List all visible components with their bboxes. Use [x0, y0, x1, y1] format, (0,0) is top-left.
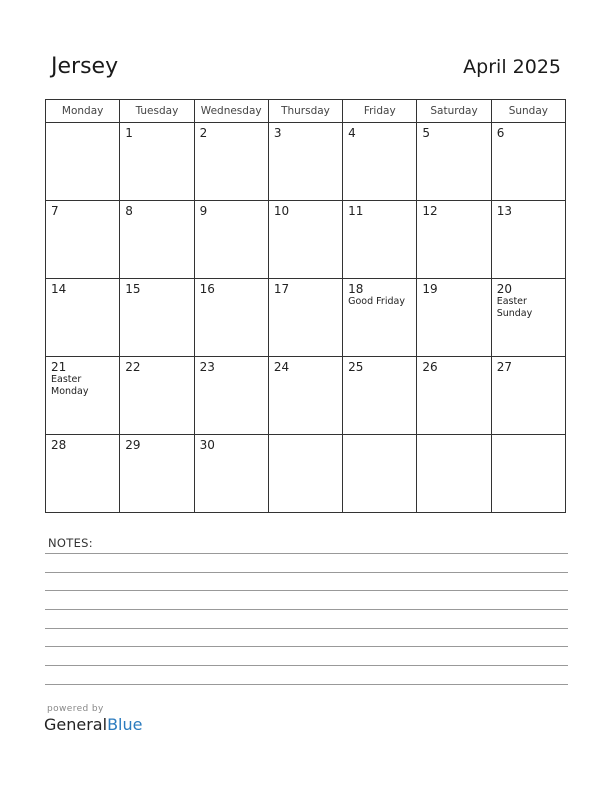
day-number: 3	[273, 126, 282, 140]
day-number: 5	[422, 126, 431, 140]
powered-by-text: powered by	[47, 704, 104, 714]
day-number: 30	[199, 438, 215, 452]
holiday-label: Good Friday	[348, 296, 405, 307]
calendar-month-title: April 2025	[463, 56, 561, 78]
day-number: 14	[51, 282, 67, 296]
holiday-label: Easter Monday	[51, 374, 89, 397]
calendar-week-row	[46, 123, 566, 201]
day-number: 25	[348, 360, 364, 374]
day-number: 17	[273, 282, 290, 296]
note-line	[45, 646, 568, 647]
brand-blue-text: Blue	[107, 715, 143, 734]
calendar-day-cell	[268, 357, 342, 435]
calendar-week-row	[46, 435, 566, 513]
brand-logo	[44, 704, 142, 734]
calendar-day-cell	[120, 435, 194, 513]
day-number: 22	[125, 360, 141, 374]
calendar-week-row	[46, 201, 566, 279]
day-number: 4	[348, 126, 356, 140]
day-number: 6	[496, 126, 505, 140]
calendar-day-cell	[120, 123, 194, 201]
weekday-header: Monday	[46, 100, 120, 123]
day-number: 13	[496, 204, 512, 218]
day-number: 10	[273, 204, 290, 218]
weekday-header: Sunday	[491, 100, 565, 123]
brand-general-text: General	[44, 715, 108, 734]
weekday-header: Friday	[343, 100, 417, 123]
calendar-day-cell	[417, 357, 491, 435]
day-number: 9	[199, 204, 208, 218]
calendar-day-cell	[194, 435, 268, 513]
day-number: 19	[422, 282, 438, 296]
weekday-header: Saturday	[417, 100, 491, 123]
calendar-day-cell	[343, 279, 417, 357]
holiday-label: Easter Sunday	[496, 296, 533, 319]
calendar-day-cell	[46, 279, 120, 357]
calendar-day-cell	[268, 123, 342, 201]
calendar-day-cell	[268, 435, 342, 513]
calendar-day-cell	[194, 279, 268, 357]
calendar-day-cell	[194, 123, 268, 201]
weekday-header: Wednesday	[194, 100, 268, 123]
note-line	[45, 572, 568, 573]
weekday-header: Tuesday	[120, 100, 194, 123]
day-number: 26	[422, 360, 438, 374]
day-number: 28	[51, 438, 67, 452]
calendar-day-cell	[343, 201, 417, 279]
day-number: 29	[125, 438, 141, 452]
day-number: 12	[422, 204, 438, 218]
calendar-day-cell	[46, 123, 120, 201]
calendar-day-cell	[417, 201, 491, 279]
calendar-day-cell	[417, 435, 491, 513]
day-number: 23	[199, 360, 215, 374]
day-number: 18	[348, 282, 364, 296]
note-line	[45, 609, 568, 610]
calendar-day-cell	[268, 279, 342, 357]
calendar-day-cell	[343, 435, 417, 513]
day-number: 24	[273, 360, 290, 374]
calendar-grid	[45, 99, 566, 513]
day-number: 15	[125, 282, 141, 296]
calendar-day-cell	[343, 123, 417, 201]
note-line	[45, 628, 568, 629]
calendar-day-cell	[491, 357, 565, 435]
calendar-day-cell	[120, 279, 194, 357]
calendar-day-cell	[194, 357, 268, 435]
day-number: 1	[125, 126, 133, 140]
calendar-day-cell	[491, 201, 565, 279]
day-number: 2	[199, 126, 208, 140]
calendar-body	[46, 123, 566, 513]
calendar-day-cell	[46, 435, 120, 513]
day-number: 7	[51, 204, 59, 218]
day-number: 27	[496, 360, 512, 374]
note-line	[45, 553, 568, 554]
brand-name	[44, 715, 142, 734]
calendar-day-cell	[120, 201, 194, 279]
calendar-day-cell	[491, 279, 565, 357]
calendar-day-cell	[343, 357, 417, 435]
calendar-day-cell	[417, 123, 491, 201]
day-number: 20	[496, 282, 512, 296]
notes-label: NOTES:	[48, 536, 93, 550]
calendar-week-row	[46, 279, 566, 357]
weekday-header: Thursday	[268, 100, 342, 123]
calendar-day-cell	[46, 357, 120, 435]
calendar-day-cell	[491, 435, 565, 513]
calendar-day-cell	[120, 357, 194, 435]
day-number: 8	[125, 204, 133, 218]
calendar-day-cell	[46, 201, 120, 279]
note-line	[45, 590, 568, 591]
calendar-week-row	[46, 357, 566, 435]
day-number: 16	[199, 282, 215, 296]
day-number: 11	[348, 204, 364, 218]
weekday-header-row	[46, 100, 566, 123]
day-number: 21	[51, 360, 67, 374]
calendar-country-title: Jersey	[51, 54, 119, 79]
note-line	[45, 684, 568, 685]
note-line	[45, 665, 568, 666]
calendar-day-cell	[268, 201, 342, 279]
calendar-day-cell	[491, 123, 565, 201]
calendar-day-cell	[194, 201, 268, 279]
calendar-day-cell	[417, 279, 491, 357]
